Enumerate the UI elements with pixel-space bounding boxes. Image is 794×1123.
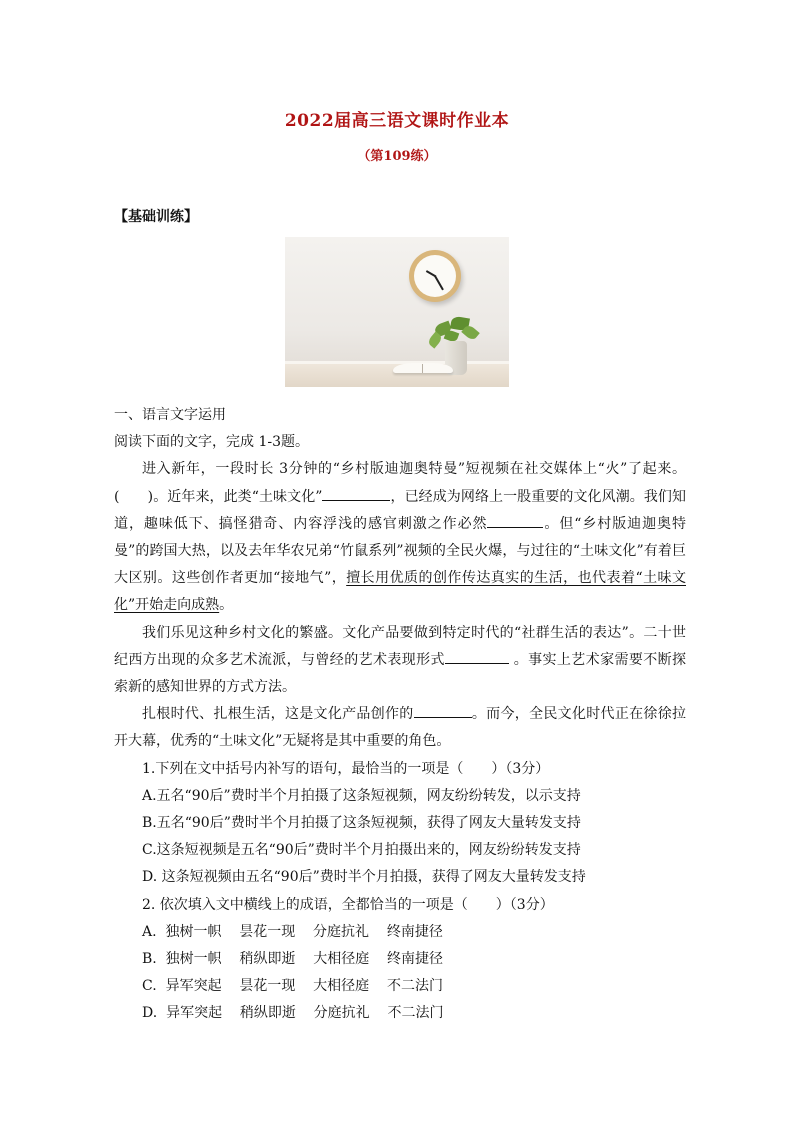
question-2-option-c: C. 异军突起 昙花一现 大相径庭 不二法门 [142,978,443,995]
para2-text-a: 我们乐见这种乡村文化的繁盛。文化产品要做到特定时代的“社群生活的表达”。二十世纪西方出现的众多艺术流派，与曾经的艺术表现形式 [114,624,686,668]
para1-text-c: 。但“乡村版迪迦奥特曼”的跨国大热，以及去年华农兄弟“竹鼠系列”视频的全民火爆，与过往的“土味文化”有着巨大区别。这些创作者更加“接地气”， [114,515,686,587]
passage-paragraph-2 [114,620,686,702]
illustration-photo [285,237,509,387]
question-1-option-d: D. 这条短视频由五名“90后”费时半个月拍摄，获得了网友大量转发支持 [142,869,586,886]
para1-text-b: ，已经成为网络上一股重要的文化风潮。我们知道，趣味低下、搞怪猎奇、内容浮浅的感官刺激之作必然 [114,488,686,532]
question-1-option-b: B.五名“90后”费时半个月拍摄了这条短视频，获得了网友大量转发支持 [142,815,581,832]
para1-end: 。 [219,597,234,614]
exercise-body [114,402,686,1028]
clock-icon [409,250,461,302]
fill-blank-3 [445,649,509,664]
document-subtitle: （第109练） [357,149,437,164]
question-2-stem: 2. 依次填入文中横线上的成语，全都恰当的一项是（ ）（3分） [142,896,554,913]
question-2-option-d: D. 异军突起 稍纵即逝 分庭抗礼 不二法门 [142,1005,444,1022]
question-2-option-b: B. 独树一帜 稍纵即逝 大相径庭 终南捷径 [142,951,444,968]
underlined-sentence: 擅长用优质的创作传达真实的生活，也代表着“土味文化”开始走向成熟 [114,570,686,614]
part-heading: 一、语言文字运用 [114,407,226,423]
question-1-stem: 1.下列在文中括号内补写的语句，最恰当的一项是（ ）（3分） [142,760,550,777]
open-book [393,363,453,373]
clock-face [414,255,456,297]
para2-text-b: 。事实上艺术家需要不断探索新的感知世界的方式方法。 [114,651,687,696]
fill-blank-2 [487,513,543,528]
book-spine [422,364,423,373]
para3-text-a: 扎根时代、扎根生活，这是文化产品创作的 [142,706,414,723]
section-tag: 【基础训练】 [114,209,198,225]
question-1-option-a: A.五名“90后”费时半个月拍摄了这条短视频，网友纷纷转发，以示支持 [142,787,581,804]
para3-text-b: 。而今，全民文化时代正在徐徐拉开大幕，优秀的“土味文化”无疑将是其中重要的角色。 [114,706,687,750]
instruction: 阅读下面的文字，完成 1-3题。 [114,434,309,451]
passage-paragraph-3 [114,701,686,755]
shelf-edge [285,361,509,364]
passage-paragraph-1 [114,456,686,619]
para1-text-a: 进入新年，一段时长 3分钟的“乡村版迪迦奥特曼”短视频在社交媒体上“火”了起来。( )。近年来，此类“土味文化” [114,461,686,505]
fill-blank-4 [414,703,472,718]
clock-minute-hand [435,276,444,291]
question-2-option-a: A. 独树一帜 昙花一现 分庭抗礼 终南捷径 [142,923,443,940]
document-title: 2022届高三语文课时作业本 [284,111,510,131]
fill-blank-1 [322,486,390,501]
question-1-option-c: C.这条短视频是五名“90后”费时半个月拍摄出来的，网友纷纷转发支持 [142,842,581,859]
